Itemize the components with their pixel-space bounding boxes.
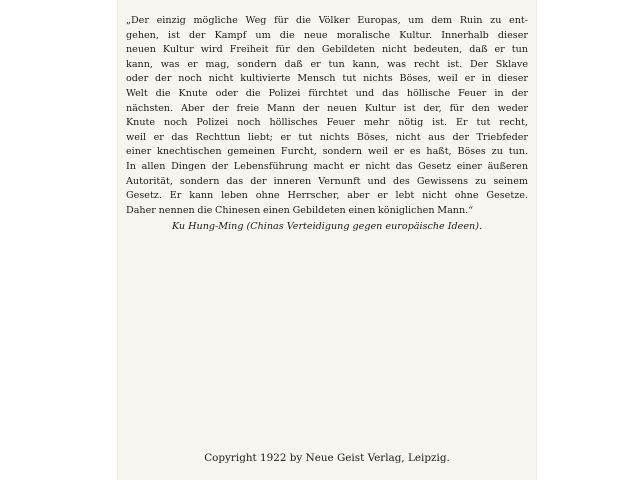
quote-line: kann, was er mag, sondern daß er tun kann, was recht ist. Der Sklave: [126, 58, 528, 70]
quote-line: weil er das Rechttun liebt; er tut nichts Böses, nicht aus der Triebfeder: [126, 131, 528, 143]
quote-line: In allen Dingen der Lebensführung macht er nicht das Gesetz einer äußeren: [126, 160, 528, 172]
quote-line: Daher nennen die Chinesen einen Gebildeten einen königlichen Mann.“: [126, 204, 474, 216]
quote-line: gehen, ist der Kampf um die neue moralische Kultur. Innerhalb dieser: [126, 29, 528, 41]
quote-line: Gesetz. Er kann leben ohne Herrscher, aber er lebt nicht ohne Gesetze.: [126, 190, 528, 202]
quote-line: oder der noch nicht kultivierte Mensch tut nichts Böses, weil er in dieser: [126, 73, 528, 85]
quote-line: nächsten. Aber der freie Mann der neuen Kultur ist der, für den weder: [126, 102, 528, 114]
quote-line: Knute noch Polizei noch höllisches Feuer mehr nötig ist. Er tut recht,: [126, 117, 528, 129]
quote-line: einer knechtischen gemeinen Furcht, sondern weil er es haßt, Böses zu tun.: [126, 146, 528, 158]
quote-line: Welt die Knute oder die Polizei fürchtet und das höllische Feuer in der: [126, 87, 528, 99]
copyright-notice: Copyright 1922 by Neue Geist Verlag, Leipzig.: [204, 452, 450, 464]
quote-line: Autorität, sondern das der inneren Vernunft und des Gewissens zu seinem: [126, 175, 528, 187]
quote-attribution: Ku Hung-Ming (Chinas Verteidigung gegen europäische Ideen).: [171, 221, 483, 232]
quote-line: neuen Kultur wird Freiheit für den Gebildeten nicht bedeuten, daß er tun: [126, 44, 528, 56]
quote-paragraph: [126, 14, 528, 218]
quote-line: „Der einzig mögliche Weg für die Völker Europas, um dem Ruin zu ent-: [126, 15, 528, 26]
